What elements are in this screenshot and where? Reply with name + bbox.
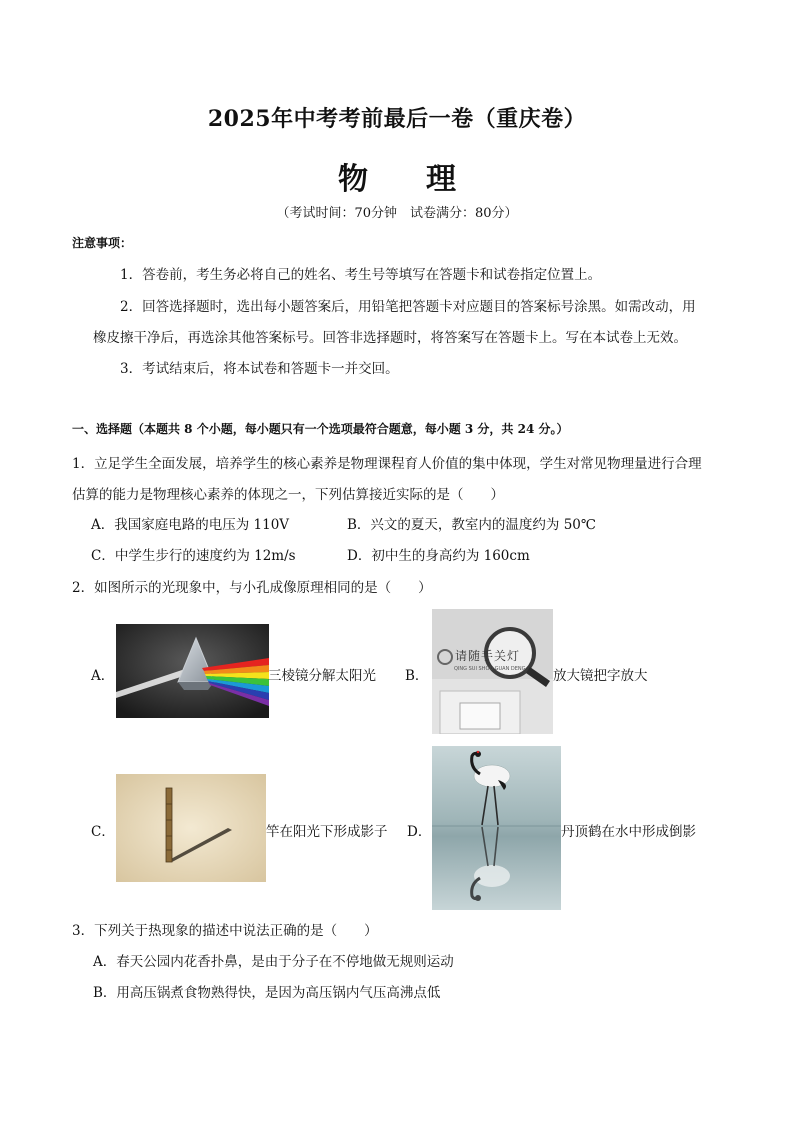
subject-char-1: 物: [338, 162, 368, 197]
q1-stem-line1: 1．立足学生全面发展，培养学生的核心素养是物理课程育人价值的集中体现，学生对常见物理量进行合理: [72, 456, 702, 472]
q2-option-c-text: 竿在阳光下形成影子: [266, 824, 388, 840]
pole-shadow-image: [116, 774, 266, 882]
q1-option-d: D．初中生的身高约为 160cm: [347, 548, 530, 564]
q3-stem: 3．下列关于热现象的描述中说法正确的是（ ）: [72, 923, 378, 939]
q2-option-b-letter: B．: [405, 668, 429, 684]
q3-option-b: B．用高压锅煮食物熟得快，是因为高压锅内气压高沸点低: [93, 985, 441, 1001]
q2-option-d-letter: D．: [407, 824, 432, 840]
sign-subtext: QING SUI SHOU GUAN DENG: [454, 666, 526, 672]
notice-item-2-cont: 橡皮擦干净后，再选涂其他答案标号。回答非选择题时，将答案写在答题卡上。写在本试卷上无效。: [93, 330, 687, 346]
paper-title: 2025年中考考前最后一卷（重庆卷）: [207, 106, 587, 132]
q2-option-a-text: 三棱镜分解太阳光: [268, 668, 376, 684]
sign-text: 请随手关灯: [455, 649, 521, 663]
q2-option-b-text: 放大镜把字放大: [553, 668, 648, 684]
q2-option-a-letter: A．: [91, 668, 115, 684]
subject-title: [0, 154, 794, 198]
section-heading: 一、选择题（本题共 8 个小题，每小题只有一个选项最符合题意，每小题 3 分，共 24 分。）: [72, 422, 569, 436]
q2-option-d-text: 丹顶鹤在水中形成倒影: [561, 824, 696, 840]
prism-image: [116, 624, 269, 718]
crane-reflection-image: [432, 746, 561, 910]
q1-stem-line2: 估算的能力是物理核心素养的体现之一，下列估算接近实际的是（ ）: [72, 487, 504, 503]
subject-char-2: 理: [426, 162, 456, 197]
q1-option-b: B．兴文的夏天，教室内的温度约为 50℃: [347, 517, 596, 533]
notice-item-1: 1．答卷前，考生务必将自己的姓名、考生号等填写在答题卡和试卷指定位置上。: [120, 267, 602, 283]
notice-item-2: 2．回答选择题时，选出每小题答案后，用铅笔把答题卡对应题目的答案标号涂黑。如需改动，用: [120, 299, 696, 315]
exam-info: （考试时间：70分钟 试卷满分：80分）: [276, 206, 518, 221]
q2-stem: 2．如图所示的光现象中，与小孔成像原理相同的是（ ）: [72, 580, 432, 596]
q2-option-c-letter: C．: [91, 824, 115, 840]
q1-option-c: C．中学生步行的速度约为 12m/s: [91, 548, 296, 564]
notice-item-3: 3．考试结束后，将本试卷和答题卡一并交回。: [120, 361, 399, 377]
q1-option-a: A．我国家庭电路的电压为 110V: [91, 517, 290, 533]
notice-heading: 注意事项：: [72, 236, 133, 250]
q3-option-a: A．春天公园内花香扑鼻，是由于分子在不停地做无规则运动: [93, 954, 454, 970]
magnifier-image: [432, 609, 553, 734]
